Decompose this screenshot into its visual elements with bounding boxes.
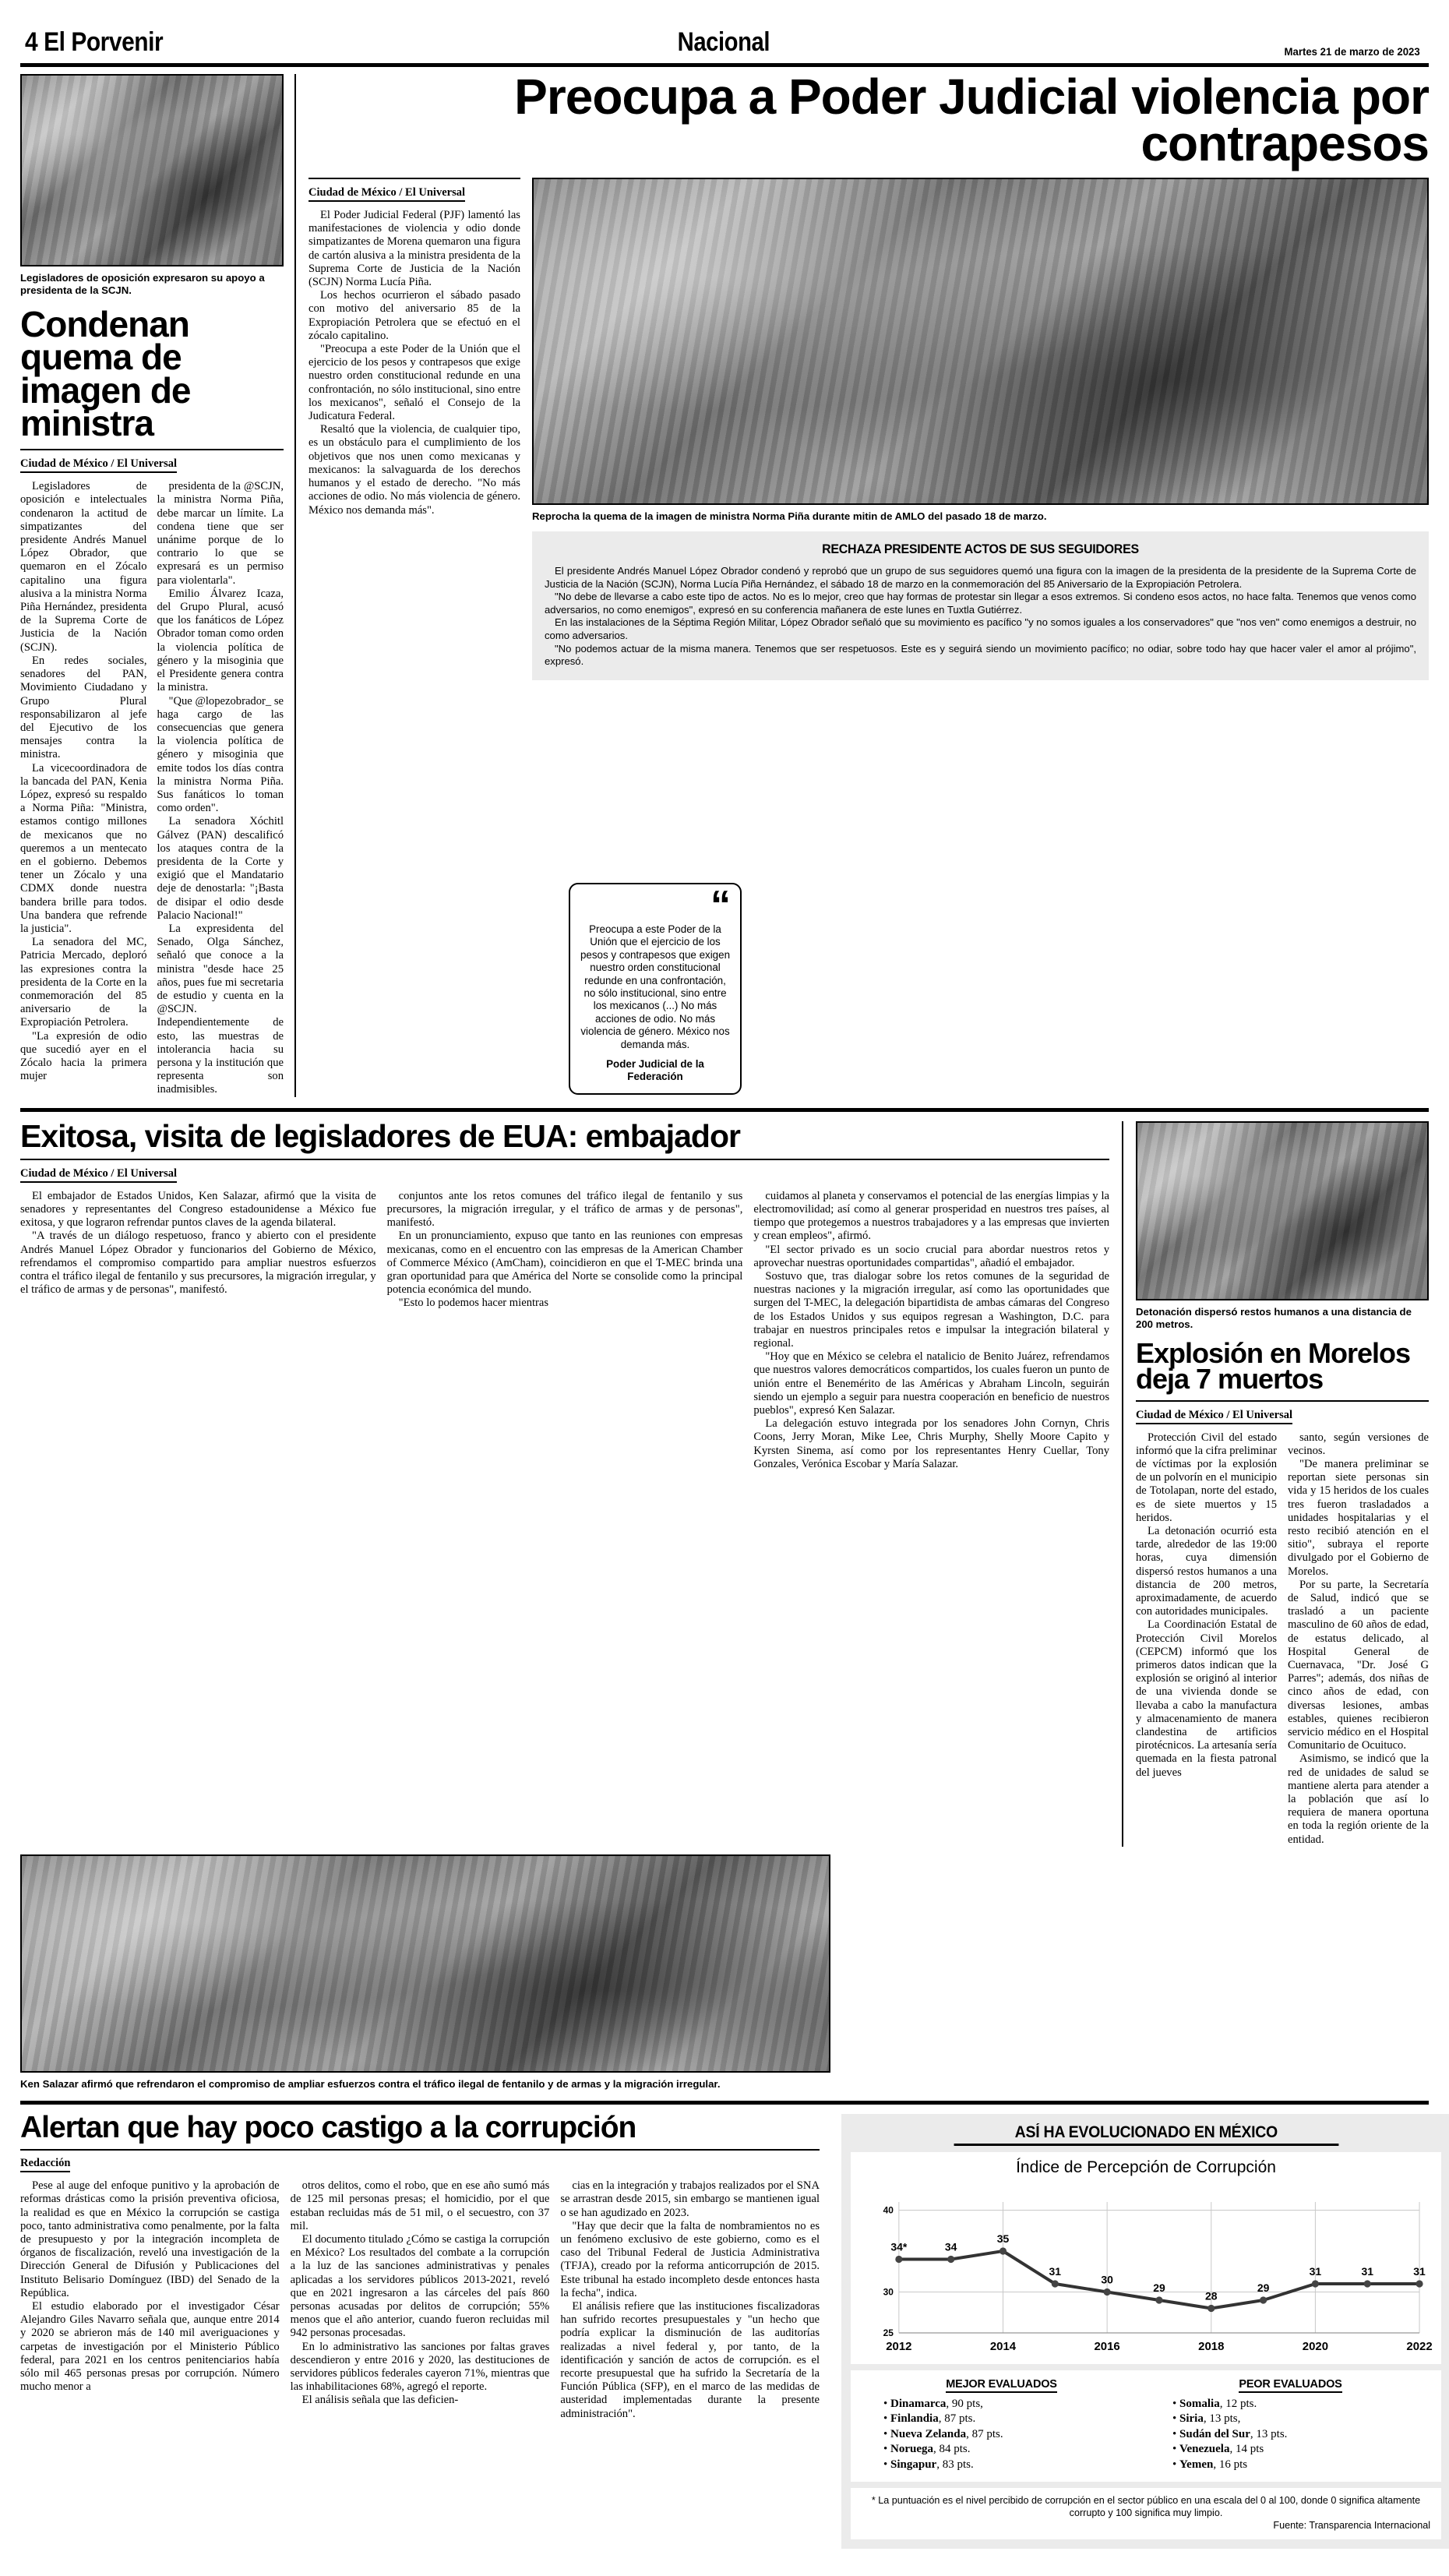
masthead — [20, 17, 1429, 58]
chart-subtitle: Índice de Percepción de Corrupción — [1016, 2158, 1276, 2176]
caption-explosion: Detonación dispersó restos humanos a una distancia de 200 metros. — [1136, 1305, 1412, 1330]
corrupcion-layout — [20, 2110, 1433, 2550]
worst-rated-title: PEOR EVALUADOS — [1239, 2378, 1341, 2393]
paragraph: En las instalaciones de la Séptima Región Militar, López Obrador señaló que su movimiento es pacífico "y no somos iguales a los conservadores" que "nos ven" como enemigos a destruir, no como adversarios. — [545, 616, 1416, 641]
paragraph: El presidente Andrés Manuel López Obrador condenó y reprobó que un grupo de sus seguidores quemó una figura con la imagen de la presidenta de la presidente de la Suprema Corte de Justicia de la Nación (SCJN), Norma Lucía Piña Hernández, el sábado 18 de marzo en la conmemoración del 85 Aniversario de la Expropiación Petrolera. — [545, 565, 1416, 590]
paragraph: cuidamos al planeta y conservamos el potencial de las energías limpias y la electromovilidad; así como al generar prosperidad en nuestros tres países, al tiempo que protegemos a nuestros trabajadores y a las empresas que invierten y crean empleos", afirmó. — [753, 1189, 1110, 1243]
headline-condenan: Condenan quema de imagen de ministra — [20, 304, 191, 443]
corruption-index-line-chart — [858, 2179, 1433, 2359]
svg-text:31: 31 — [1413, 2264, 1426, 2278]
credit-condenan: Ciudad de México / El Universal — [20, 457, 177, 473]
eua-left — [20, 1117, 1122, 1847]
svg-text:2016: 2016 — [1094, 2339, 1120, 2353]
svg-text:31: 31 — [1361, 2264, 1373, 2278]
ranking-item: • Noruega, 84 pts. — [883, 2443, 971, 2456]
photo-caption-left: Legisladores de oposición expresaron su apoyo a presidenta de la SCJN. — [20, 272, 265, 296]
chart-footnote-card — [851, 2488, 1441, 2539]
svg-text:2018: 2018 — [1198, 2339, 1225, 2353]
divider — [1136, 1400, 1429, 1402]
headline-preocupa: Preocupa a Poder Judicial violencia por contrapesos — [514, 69, 1429, 171]
photo-ministra — [532, 178, 1429, 505]
ranking-item: • Venezuela, 14 pts — [1172, 2443, 1264, 2456]
chart-card — [851, 2152, 1441, 2364]
worst-rated-list — [1146, 2378, 1435, 2473]
svg-text:2012: 2012 — [886, 2339, 912, 2353]
svg-text:35: 35 — [996, 2232, 1010, 2245]
condenan-col-2 — [157, 480, 284, 1096]
section-divider-1 — [20, 1108, 1429, 1112]
photo-protest — [20, 74, 284, 266]
ranking-item: • Siria, 13 pts, — [1172, 2412, 1241, 2426]
credit-eua: Ciudad de México / El Universal — [20, 1167, 177, 1183]
paragraph: El embajador de Estados Unidos, Ken Salazar, afirmó que la visita de senadores y representantes del Congreso estadounidense a México fue exitosa, y que lograron refrendar puntos claves de la agenda bilateral. — [20, 1189, 376, 1230]
svg-text:30: 30 — [883, 2286, 894, 2298]
svg-text:40: 40 — [883, 2204, 894, 2216]
paragraph: El documento titulado ¿Cómo se castiga la corrupción en México? Los resultados del combate a la corrupción a la luz de las sanciones administrativas y penales aplicadas a los servidores públicos 2013-2021, reveló que en 2021 ingresaron a las cárceles del país 860 personas acusadas por delitos de corrupción; 55% menos que el año anterior, cuando fueron recluidas mil 942 personas procesadas. — [290, 2232, 550, 2340]
paragraph: En lo administrativo las sanciones por faltas graves descendieron y entre 2016 y 2020, las destituciones de servidores públicos federales cayeron 71%, mientras que las inhabilitaciones 68%, agregó el reporte. — [290, 2340, 550, 2394]
svg-text:29: 29 — [1153, 2281, 1165, 2294]
chart-footnote: * La puntuación es el nivel percibido de corrupción en el sector público en una escala del 0 al 100, donde 0 significa altamente corrupto y 100 significa muy limpio. — [871, 2495, 1421, 2519]
paragraph: "Que @lopezobrador_ se haga cargo de las consecuencias que genera la violencia política de género y misoginia que emite todos los días contra la ministra Norma Piña. Sus fanáticos lo toman como orden". — [157, 694, 284, 815]
pull-quote-text: Preocupa a este Poder de la Unión que el ejercicio de los pesos y contrapesos que exigen nuestro orden constitucional redunde en una confrontación, no sólo institucional, sino entre los mexicanos (...) No más acciones de odio. No más violencia de género. México nos demanda más. — [580, 923, 731, 1050]
condenan-col-1 — [20, 480, 147, 1096]
photo-caption-right: Reprocha la quema de la imagen de ministra Norma Piña durante mitin de AMLO del pasado 18 de marzo. — [532, 510, 1047, 523]
caption-ken-salazar: Ken Salazar afirmó que refrendaron el compromiso de ampliar esfuerzos contra el tráfico ilegal de fentanilo y de armas y la migración irregular. — [20, 2077, 721, 2090]
issue-date: Martes 21 de marzo de 2023 — [1284, 45, 1420, 58]
ranking-item: • Singapur, 83 pts. — [883, 2458, 974, 2471]
paragraph: El análisis señala que las deficien- — [301, 2394, 459, 2407]
ranking-lists — [851, 2370, 1441, 2482]
headline-morelos: Explosión en Morelos deja 7 muertos — [1136, 1336, 1411, 1396]
svg-text:2022: 2022 — [1406, 2339, 1433, 2353]
paragraph: La detonación ocurrió esta tarde, alrededor de las 19:00 horas, cuya dimensión dispersó restos humanos a una distancia de 200 metros, aproximadamente, de acuerdo con autoridades municipales. — [1136, 1524, 1277, 1618]
best-rated-items — [857, 2397, 1146, 2473]
paragraph: El análisis refiere que las instituciones fiscalizadoras han sufrido recortes presupuestales y "un hecho que podría explicar la disminución de las auditorías realizadas a nivel federal y, por tanto, de la identificación y sanción de actos de corrupción. es el recorte presupuestal que ha sufrido la Secretaría de la Función Pública (SFP), en el marco de las medidas de austeridad implementadas durante la presente administración". — [560, 2299, 820, 2420]
paragraph: presidenta de la @SCJN, la ministra Norma Piña, debe marcar un límite. La condena tiene que ser unánime porque de lo contrario lo que se expresará es un permiso para violentarla". — [157, 480, 284, 587]
paragraph: "De manera preliminar se reportan siete personas sin vida y 15 heridos de los cuales tres fueron trasladados a unidades hospitalarias y el resto recibió atención en el sitio", subraya el reporte divulgado por el Gobierno de Morelos. — [1288, 1457, 1429, 1578]
paragraph: Por su parte, la Secretaría de Salud, indicó que se trasladó a un paciente masculino de 60 años de edad, de estatus delicado, al Hospital General de Cuernavaca, "Dr. José G Parres"; además, dos niñas de cinco años de edad, con diversas lesiones, ambas estables, quienes recibieron servicio médico en el Hospital Comunitario de Ocuituco. — [1288, 1578, 1429, 1752]
paragraph: La senadora Xóchitl Gálvez (PAN) descalificó los ataques contra de la presidenta de la Corte y exigió que el Mandatario deje de denostarla: "¡Basta de disipar el odio desde Palacio Nacional!" — [157, 815, 284, 922]
svg-text:25: 25 — [883, 2327, 894, 2338]
svg-text:29: 29 — [1257, 2281, 1270, 2294]
paragraph: En un pronunciamiento, expuso que tanto en las reuniones con empresas mexicanas, como en el encuentro con las empresas de la American Chamber of Commerce México (AmCham), coincidieron en que el T-MEC brinda una gran oportunidad para que América del Norte se consolide como la principal potencia económica del mundo. — [386, 1230, 743, 1297]
section-corrupcion — [20, 2110, 1433, 2550]
paragraph: Protección Civil del estado informó que la cifra preliminar de víctimas por la explosión de un polvorín en el municipio de Totolapan, norte del estado, es de siete muertos y 15 heridos. — [1136, 1431, 1277, 1524]
paragraph: Resaltó que la violencia, de cualquier tipo, es un obstáculo para el cumplimiento de los objetivos que nos unen como mexicanas y mexicanos: la salvaguarda de los derechos humanos y el estado de derecho. "No más acciones de odio. No más violencia de género. México nos demanda más". — [308, 423, 520, 517]
left-column — [20, 74, 294, 1097]
paragraph: "Hay que decir que la falta de nombramientos no es un fenómeno exclusivo de este gobierno, como es el caso del Tribunal Federal de Justicia Administrativa (TFJA), creado por la reforma anticorrupción de 2015. Este tribunal ha estado incompleto desde entonces hasta la fecha", indica. — [560, 2219, 820, 2299]
svg-text:2014: 2014 — [989, 2339, 1017, 2353]
paragraph: "Preocupa a este Poder de la Unión que el ejercicio de los pesos y contrapesos que exige nuestro orden constitucional redunde en una confrontación, no sólo institucional, sino entre los mexicanos", señaló el Consejo de la Judicatura Federal. — [308, 343, 520, 423]
paragraph: La expresidenta del Senado, Olga Sánchez, señaló que conoce a la ministra "desde hace 25 años, pues fue mi secretaria de estudio y cuenta en la @SCJN. Independientemente de esto, las muestras de intolerancia hacia su persona y la institución que representa son inadmisibles. — [157, 922, 284, 1096]
paragraph: "A través de un diálogo respetuoso, franco y abierto con el presidente Andrés Manuel López Obrador y funcionarios del Gobierno de México, refrendamos el compromiso compartido para ampliar nuestros esfuerzos contra el tráfico ilegal de fentanilo y sus precursores, la migración irregular, y el tráfico de armas y de personas", manifestó. — [20, 1230, 376, 1297]
best-rated-list — [857, 2378, 1146, 2473]
credit-main: Ciudad de México / El Universal — [308, 186, 465, 202]
paragraph: "No podemos actuar de la misma manera. Tenemos que ser respetuosos. Este es y seguirá siendo un movimiento pacífico; no odiar, sobre todo hay que hacer valer el amor al prójimo", expresó. — [545, 642, 1416, 668]
paragraph: "Hoy que en México se celebra el natalicio de Benito Juárez, refrendamos que nuestros valores democráticos compartidos, los cuales fueron un punto de unión entre el Benemérito de las Américas y Abraham Lincoln, seguirán siendo un ejemplo a seguir para nuestra cooperación en beneficio de nuestros pueblos", expresó Ken Salazar. — [753, 1350, 1110, 1417]
paragraph: otros delitos, como el robo, que en ese año sumó más de 125 mil personas presas; el homicidio, por el que estaban recluidas más de 51 mil, o el secuestro, con 37 mil. — [290, 2179, 550, 2232]
paragraph: Legisladores de oposición e intelectuales condenaron la actitud de simpatizantes del presidente Andrés Manuel López Obrador, que quemaron en el Zócalo capitalino una figura alusiva a la ministra Norma Piña Hernández, presidenta de la Suprema Corte de Justicia de la Nación (SCJN). — [20, 480, 147, 654]
paragraph: Pese al auge del enfoque punitivo y la aprobación de reformas drásticas como la prisión preventiva oficiosa, la realidad es que en México la corrupción se castiga poco, tanto administrativa como penalmente, por la falta de presupuesto y por la integración incompleta de órganos de fiscalización, reveló una investigación de la Dirección General de Difusión y Publicaciones del Instituto Belisario Domínguez (IBD) del Senado de la República. — [20, 2179, 280, 2299]
svg-text:34: 34 — [944, 2240, 957, 2253]
corrupcion-left — [20, 2110, 830, 2550]
headline-corrupcion: Alertan que hay poco castigo a la corrupción — [20, 2110, 636, 2144]
main-article-body — [308, 209, 520, 517]
svg-text:2020: 2020 — [1302, 2339, 1329, 2353]
eua-col-1 — [20, 1190, 376, 1471]
paragraph: "La expresión de odio que sucedió ayer en el Zócalo hacia la primera mujer — [20, 1029, 147, 1083]
paragraph: Asimismo, se indicó que la red de unidades de salud se mantiene alerta para atender a la población que así lo requiera de manera oportuna en toda la región oriente de la entidad. — [1288, 1752, 1429, 1846]
paragraph: Emilio Álvarez Icaza, del Grupo Plural, acusó que los fanáticos de López Obrador toman como orden la violencia política de género y la misoginia que el Presidente genera contra la ministra. — [157, 587, 284, 694]
main-article-and-photo — [308, 178, 1429, 680]
morelos-section — [1123, 1121, 1429, 1847]
section-divider-2 — [20, 2101, 1429, 2105]
masthead-divider — [20, 63, 1429, 67]
ranking-item: • Nueva Zelanda, 87 pts. — [883, 2427, 1003, 2440]
svg-text:31: 31 — [1049, 2264, 1062, 2278]
eua-columns — [20, 1190, 1109, 1471]
svg-text:30: 30 — [1101, 2273, 1113, 2286]
chart-panel — [841, 2114, 1449, 2550]
eua-layout — [20, 1117, 1429, 1847]
page-number-and-paper-name: 4 El Porvenir — [25, 27, 164, 57]
paragraph: "El sector privado es un socio crucial para abordar nuestros retos y aprovechar nuestras oportunidades compartidas", añadió el embajador. — [753, 1243, 1110, 1269]
main-article-column — [308, 178, 520, 680]
ranking-item: • Somalia, 12 pts. — [1172, 2397, 1257, 2410]
paragraph: La delegación estuvo integrada por los senadores John Cornyn, Chris Coons, Jerry Moran, Mike Lee, Chris Murphy, Shelly Moore Capito y Kyrsten Sinema, así como por los representantes Henry Cuellar, Tony Gonzales, Verónica Escobar y María Salazar. — [753, 1417, 1110, 1470]
box-title: RECHAZA PRESIDENTE ACTOS DE SUS SEGUIDORES — [822, 542, 1139, 557]
paragraph: conjuntos ante los retos comunes del tráfico ilegal de fentanilo y sus precursores, la migración irregular, y el tráfico de armas y de personas", manifestó. — [386, 1189, 743, 1230]
ranking-item: • Yemen, 16 pts — [1172, 2458, 1248, 2471]
condenan-columns — [20, 480, 284, 1096]
eua-col-2 — [387, 1190, 743, 1471]
morelos-col-1 — [1136, 1431, 1277, 1847]
photo-ken-salazar — [20, 1854, 830, 2073]
pull-quote-box — [569, 883, 742, 1095]
divider — [308, 178, 520, 179]
divider — [20, 449, 284, 450]
divider — [20, 2149, 820, 2151]
paragraph: La senadora del MC, Patricia Mercado, deploró las expresiones contra la presidenta de la Corte en la conmemoración del 85 aniversario de la Expropiación Petrolera. — [20, 936, 147, 1029]
salazar-photo-block — [20, 1854, 830, 2091]
credit-morelos: Ciudad de México / El Universal — [1136, 1409, 1292, 1424]
corrupcion-col-2 — [291, 2179, 550, 2421]
best-rated-title: MEJOR EVALUADOS — [946, 2378, 1057, 2393]
ranking-item: • Sudán del Sur, 13 pts. — [1172, 2427, 1288, 2440]
section-title: Nacional — [677, 27, 770, 57]
paragraph: "Esto lo podemos hacer mientras — [398, 1297, 549, 1310]
ranking-item: • Finlandia, 87 pts. — [883, 2412, 976, 2426]
paragraph: El Poder Judicial Federal (PJF) lamentó las manifestaciones de violencia y odio donde simpatizantes de Morena quemaron una figura de cartón alusiva a la ministra presidenta de la Suprema Corte de Justicia de la Nación (SCJN) Norma Lucía Piña. — [308, 209, 520, 289]
paragraph: Sostuvo que, tras dialogar sobre los retos comunes de la seguridad de nuestras naciones y la migración irregular, así como las oportunidades que surgen del T-MEC, la delegación bipartidista de ambas cámaras del Congreso de los Estados Unidos y sus equipos regresan a Washington, D.C. para trabajar en nuestros principales retos e impulsar la integración bilateral y regional. — [753, 1269, 1110, 1350]
paragraph: cias en la integración y trabajos realizados por el SNA se arrastran desde 2015, sin embargo se mantienen igual o se han agudizado en 2023. — [560, 2179, 820, 2219]
paragraph: La Coordinación Estatal de Protección Civil Morelos (CEPCM) informó que los primeros datos indican que la explosión se originó al interior de una vivienda donde se llevaba a cabo la manufactura y almacenamiento de manera clandestina de artificios pirotécnicos. La artesanía sería quemada en la fiesta patronal del jueves — [1136, 1618, 1277, 1779]
right-column — [296, 69, 1429, 1097]
credit-corrupcion: Redacción — [20, 2157, 70, 2172]
corrupcion-columns — [20, 2179, 820, 2421]
paragraph: El estudio elaborado por el investigador César Alejandro Giles Navarro señala que, aunque entre 2014 y 2020 se abrieron más de 140 mil averiguaciones y carpetas de investigación por el Ministerio Público federal, para 2021 en los centros penitenciarios había sólo mil 465 personas presas por corrupción. Número mucho menor a — [20, 2299, 280, 2394]
ranking-item: • Dinamarca, 90 pts, — [883, 2397, 983, 2410]
morelos-col-2 — [1288, 1431, 1429, 1847]
corrupcion-col-3 — [560, 2179, 820, 2421]
chart-panel-title: ASÍ HA EVOLUCIONADO EN MÉXICO — [954, 2123, 1338, 2146]
pull-quote-attribution: Poder Judicial de la Federación — [606, 1058, 704, 1083]
chart-source: Fuente: Transparencia Internacional — [1273, 2520, 1430, 2532]
quote-mark-icon: “ — [710, 883, 731, 928]
paragraph: santo, según versiones de vecinos. — [1288, 1431, 1429, 1457]
headline-eua: Exitosa, visita de legisladores de EUA: embajador — [20, 1117, 740, 1154]
paragraph: En redes sociales, senadores del PAN, Movimiento Ciudadano y Grupo Plural responsabilizaron al jefe del Ejecutivo de los mensajes contra la ministra. — [20, 654, 147, 761]
section-eua — [20, 1117, 1429, 2091]
svg-text:31: 31 — [1309, 2264, 1322, 2278]
morelos-columns — [1136, 1431, 1429, 1847]
photo-and-box-column — [532, 178, 1429, 680]
eua-col-3 — [753, 1190, 1109, 1471]
paragraph: Los hechos ocurrieron el sábado pasado con motivo del aniversario 85 de la Expropiación Petrolera que se efectuó en el zócalo capitalino. — [308, 289, 520, 342]
divider — [20, 1159, 1109, 1160]
paragraph: La vicecoordinadora de la bancada del PAN, Kenia López, expresó su respaldo a Norma Piña: "Ministra, estamos contigo millones de mexicanos que no queremos a un mentecato en el gobierno. Debemos tener un Zócalo y una CDMX donde nuestra bandera brille para todos. Una bandera que refrende la justicia". — [20, 761, 147, 935]
worst-rated-items — [1146, 2397, 1435, 2473]
svg-text:28: 28 — [1205, 2289, 1218, 2303]
svg-text:34*: 34* — [890, 2240, 908, 2253]
photo-explosion — [1136, 1121, 1429, 1300]
corrupcion-col-1 — [20, 2179, 280, 2421]
paragraph: "No debe de llevarse a cabo este tipo de actos. No es lo mejor, creo que hay formas de protestar sin llegar a esos extremos. Si condeno esos actos, no hace falta. Tenemos que venos como adversarios, no como enemigos", expresó en su conferencia mañanera de este lunes en Tuxtla Gutiérrez. — [545, 591, 1416, 616]
box-rechaza-presidente — [532, 531, 1429, 680]
